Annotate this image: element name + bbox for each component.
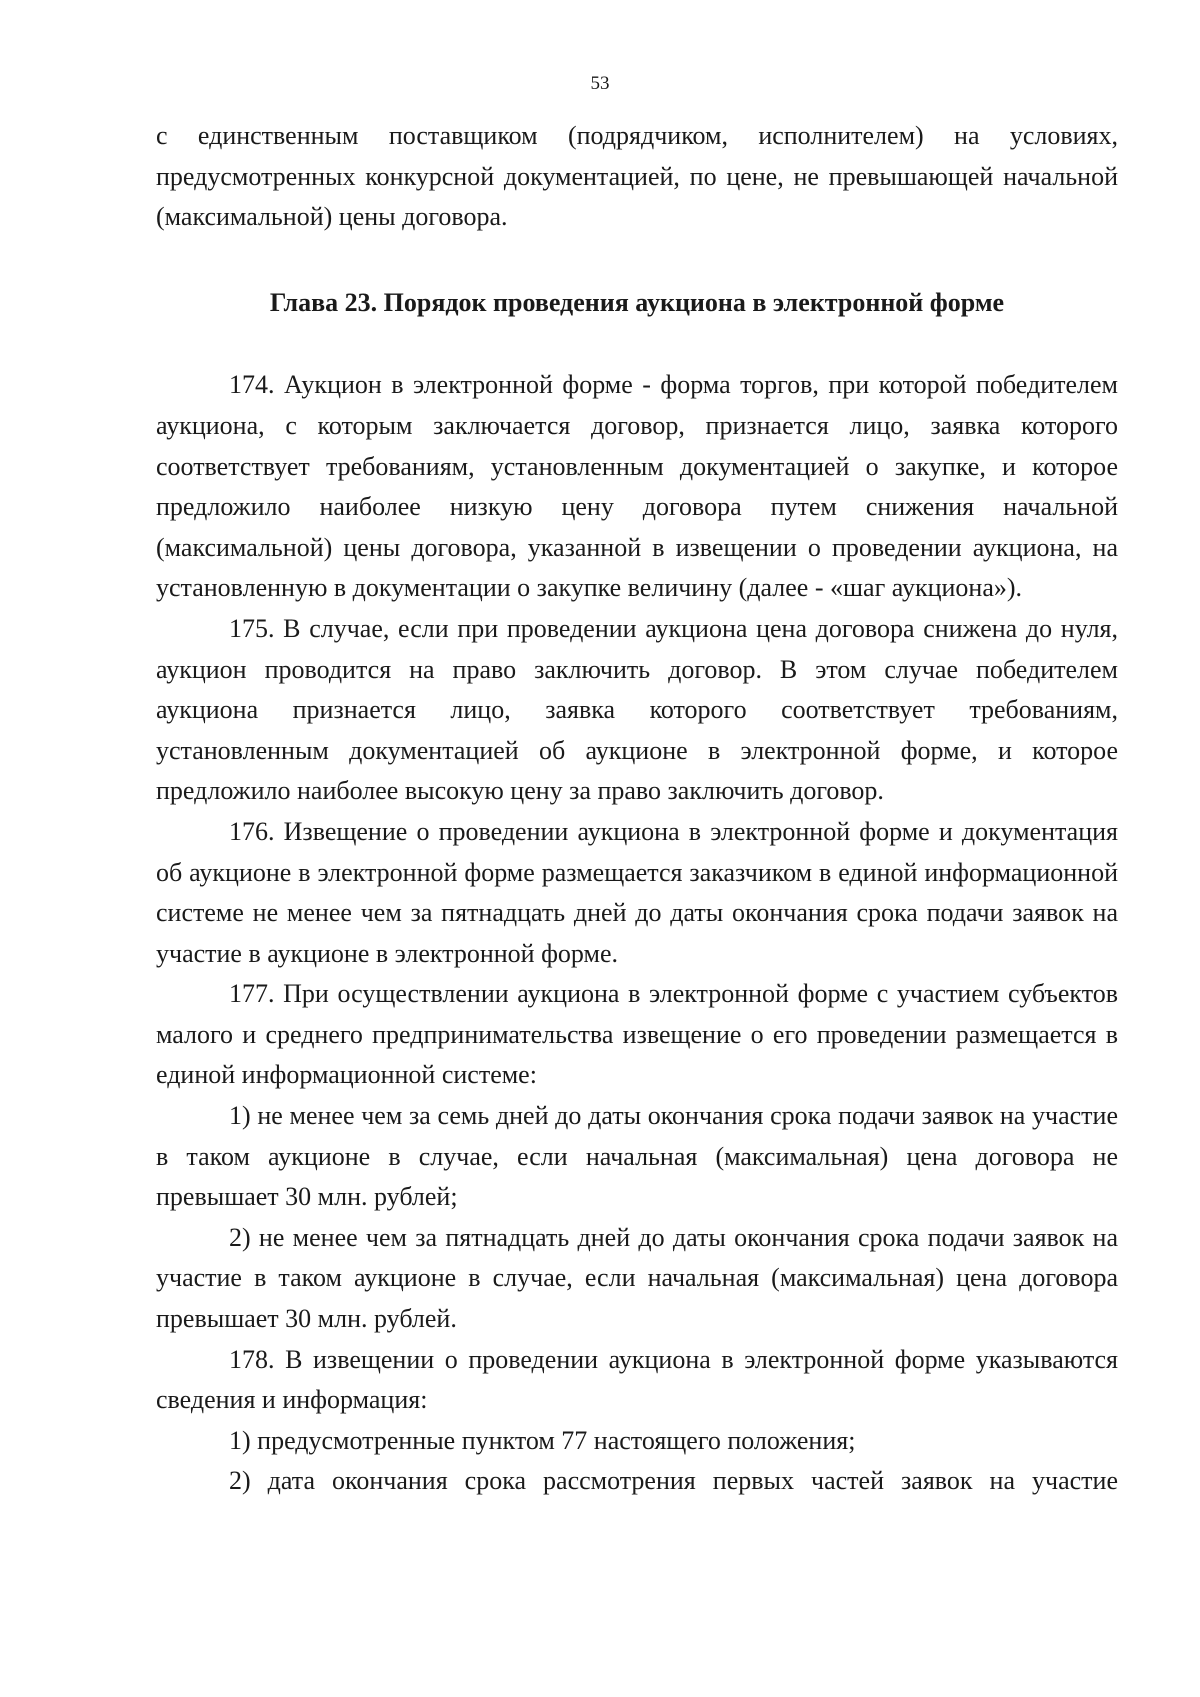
- document-body: [156, 116, 1118, 1502]
- paragraph-176: 176. Извещение о проведении аукциона в электронной форме и документация об аукционе в электронной форме размещается заказчиком в единой информационной системе не менее чем за пятнадцать дней до даты окончания срока подачи заявок на участие в аукционе в электронной форме.: [156, 816, 1118, 968]
- chapter-title: Глава 23. Порядок проведения аукциона в электронной форме: [269, 287, 1005, 317]
- paragraph-175: 175. В случае, если при проведении аукциона цена договора снижена до нуля, аукцион проводится на право заключить договор. В этом случае победителем аукциона признается лицо, заявка которого соответствует требованиям, установленным документацией об аукционе в электронной форме, и которое предложило наиболее высокую цену за право заключить договор.: [156, 613, 1118, 806]
- paragraph-177: 177. При осуществлении аукциона в электронной форме с участием субъектов малого и среднего предпринимательства извещение о его проведении размещается в единой информационной системе:: [156, 979, 1118, 1090]
- list-item-177-2: 2) не менее чем за пятнадцать дней до даты окончания срока подачи заявок на участие в таком аукционе в случае, если начальная (максимальная) цена договора превышает 30 млн. рублей.: [156, 1222, 1118, 1334]
- intro-paragraph: с единственным поставщиком (подрядчиком, исполнителем) на условиях, предусмотренных конкурсной документацией, по цене, не превышающей начальной (максимальной) цены договора.: [156, 121, 1118, 232]
- paragraph-174: 174. Аукцион в электронной форме - форма торгов, при которой победителем аукциона, с которым заключается договор, признается лицо, заявка которого соответствует требованиям, установленным документацией о закупке, и которое предложило наиболее низкую цену договора путем снижения начальной (максимальной) цены договора, указанной в извещении о проведении аукциона, на установленную в документации о закупке величину (далее - «шаг аукциона»).: [156, 370, 1118, 603]
- list-item-178-2: 2) дата окончания срока рассмотрения первых частей заявок на участие: [229, 1466, 1118, 1496]
- paragraph-178: 178. В извещении о проведении аукциона в электронной форме указываются сведения и информация:: [156, 1344, 1118, 1415]
- page-number: 53: [590, 73, 610, 94]
- list-item-177-1: 1) не менее чем за семь дней до даты окончания срока подачи заявок на участие в таком аукционе в случае, если начальная (максимальная) цена договора не превышает 30 млн. рублей;: [156, 1101, 1118, 1212]
- list-item-178-1: 1) предусмотренные пунктом 77 настоящего положения;: [229, 1425, 856, 1455]
